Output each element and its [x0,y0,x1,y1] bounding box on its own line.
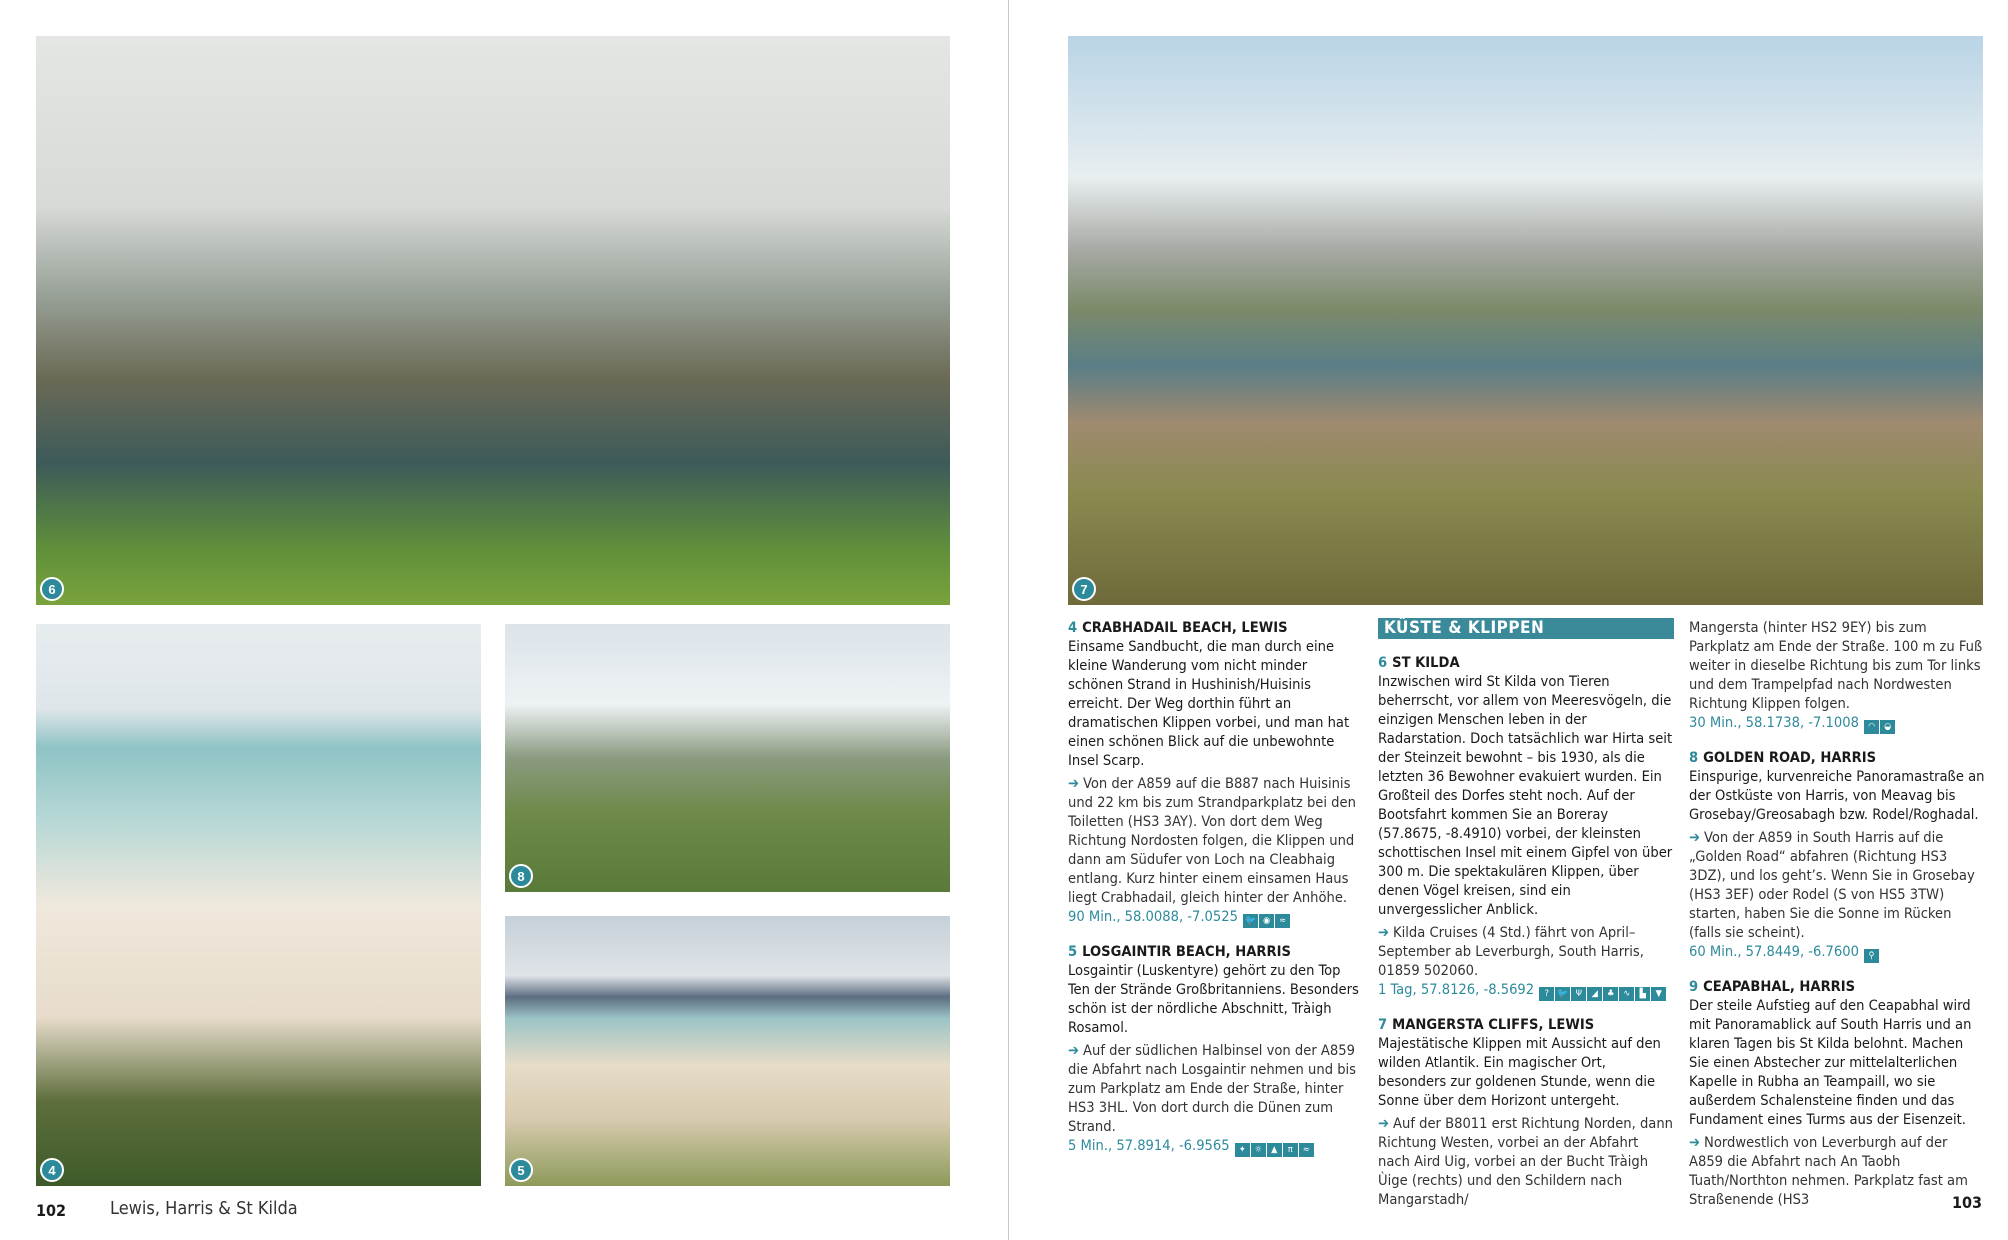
directions-text: Nordwestlich von Leverburgh auf der A859 die Abfahrt nach An Taobh Tuath/Northton nehmen. Parkplatz fast am Straßenende (HS3 [1689,1134,1968,1208]
duration-coordinates: 60 Min., 57.8449, -6.7600 [1689,943,1859,960]
entry-directions [1689,1133,1985,1209]
arrow-right-icon: ➔ [1689,829,1701,846]
cycling-icon: ⚲ [1864,949,1879,963]
entry-title [1689,748,1985,767]
arrow-right-icon: ➔ [1068,775,1080,792]
info-icon: ? [1539,987,1554,1001]
photo-st-kilda-cliffs [36,36,950,605]
text-column-1 [1068,618,1364,1157]
entry-title-text: ST KILDA [1392,654,1460,671]
photo-losgaintir-beach [505,916,950,1186]
page-number-left: 102 [36,1201,67,1220]
photo-number-badge: 4 [40,1158,64,1182]
entry-number: 7 [1378,1016,1388,1033]
photo-mangersta-sheep [1068,36,1983,605]
entry-title [1378,653,1674,672]
photo-number-badge: 6 [40,577,64,601]
entry-number: 5 [1068,943,1078,960]
duration-coordinates: 30 Min., 58.1738, -7.1008 [1689,714,1859,731]
photo-number-badge: 8 [509,864,533,888]
directions-text: Von der A859 in South Harris auf die „Golden Road“ abfahren (Richtung HS3 3DZ), und los geht’s. Wenn Sie in Grosebay (HS3 3EF) oder Rodel (S von HS5 3TW) starten, haben Sie die Sonne im Rücken (falls sie scheint). [1689,829,1975,941]
photo-number-badge: 5 [509,1158,533,1182]
page-gutter [1008,0,1009,1240]
picnic-icon: π [1283,1143,1298,1157]
entry-number: 9 [1689,978,1699,995]
duration-coordinates: 5 Min., 57.8914, -6.9565 [1068,1137,1230,1154]
entry-description: Einsame Sandbucht, die man durch eine kleine Wanderung vom nicht minder schönen Strand in Hushinish/Huisinis erreicht. Der Weg dorthin führt an dramatischen Klippen vorbei, und man hat einen schönen Blick auf die unbewohnte Insel Scarp. [1068,638,1350,769]
entry-directions [1378,1114,1674,1209]
entry-title-text: CRABHADAIL BEACH, LEWIS [1082,619,1288,636]
boot-icon: ▙ [1635,987,1650,1001]
entry-directions-continued: Mangersta (hinter HS2 9EY) bis zum Parkplatz am Ende der Straße. 100 m zu Fuß weiter in dieselbe Richtung bis zum Tor links und dem Trampelpfad nach Nordwesten Richtung Klippen folgen. [1689,619,1983,712]
entry-number: 4 [1068,619,1078,636]
entry-directions [1689,828,1985,942]
entry-title [1378,1015,1674,1034]
page-number-right: 103 [1952,1193,1983,1212]
entry-title [1068,618,1364,637]
text-column-3 [1689,618,1985,1209]
entry-title [1068,942,1364,961]
directions-text: Von der A859 auf die B887 nach Huisinis und 22 km bis zum Strandparkplatz bei den Toiletten (HS3 3AY). Von dort dem Weg Richtung Nordosten folgen, die Klippen und dann am Südufer von Loch na Cleabhaig entlang. Kurz hinter einem einsamen Haus liegt Crabhadail, gleich hinter der Anhöhe. [1068,775,1356,906]
entry-description: Majestätische Klippen mit Aussicht auf den wilden Atlantik. Ein magischer Ort, besonders zur goldenen Stunde, wenn die Sonne über dem Horizont untergeht. [1378,1035,1661,1109]
entry-title-text: MANGERSTA CLIFFS, LEWIS [1392,1016,1595,1033]
hiking-icon: ✦ [1235,1143,1250,1157]
directions-text: Kilda Cruises (4 Std.) fährt von April–September ab Leverburgh, South Harris, 01859 502060. [1378,924,1644,979]
entry-directions [1068,774,1364,907]
entry-description: Der steile Aufstieg auf den Ceapabhal wird mit Panoramablick auf South Harris und an klaren Tagen bis St Kilda belohnt. Machen Sie einen Abstecher zur mittelalterlichen Kapelle in Rubha an Teampaill, wo sie außerdem Schalensteine finden und das Fundament eines Turms aus der Eisenzeit. [1689,997,1972,1128]
deer-icon: Ψ [1571,987,1586,1001]
directions-text: Auf der südlichen Halbinsel von der A859 die Abfahrt nach Losgaintir nehmen und bis zum Parkplatz am Ende der Straße, hinter HS3 3HL. Von dort durch die Dünen zum Strand. [1068,1042,1357,1135]
entry-meta [1068,907,1364,928]
duration-coordinates: 1 Tag, 57.8126, -8.5692 [1378,981,1535,998]
entry-meta [1068,1136,1364,1157]
view-icon: ◠ [1864,720,1879,734]
duration-coordinates: 90 Min., 58.0088, -7.0525 [1068,908,1238,925]
shell-icon: ◉ [1259,914,1274,928]
photo-number-badge: 7 [1072,577,1096,601]
photo-golden-road [505,624,950,892]
text-column-2 [1378,618,1674,1209]
entry-description: Losgaintir (Luskentyre) gehört zu den Top Ten der Strände Großbritanniens. Besonders schön ist der nördliche Abschnitt, Tràigh Rosamol. [1068,962,1359,1036]
entry-number: 6 [1378,654,1388,671]
entry-number: 8 [1689,749,1699,766]
bird-icon: 🐦 [1557,989,1569,999]
running-title: Lewis, Harris & St Kilda [110,1198,298,1219]
entry-meta [1689,713,1985,734]
entry-description: Inzwischen wird St Kilda von Tieren beherrscht, vor allem von Meeresvögeln, die einzigen Menschen leben in der Radarstation. Doch tatsächlich war Hirta seit der Steinzeit bewohnt – bis 1930, als die letzten 36 Bewohner evakuiert wurden. Ein Großteil des Dorfes steht noch. Auf der Bootsfahrt kommen Sie an Boreray (57.8675, -8.4910) vorbei, der kleinsten schottischen Insel mit einem Gipfel von über 300 m. Die spektakulären Klippen, über denen Vögel kreisen, sind ein unvergesslicher Anblick. [1378,673,1673,918]
tree-icon: ♣ [1603,987,1618,1001]
bird-icon: 🐦 [1245,916,1257,926]
entry-meta [1378,980,1674,1001]
entry-meta [1689,942,1985,963]
swimming-icon: ≈ [1275,914,1290,928]
entry-description: Einspurige, kurvenreiche Panoramastraße an der Ostküste von Harris, von Meavag bis Grosebay/Greosabagh bzw. Rodel/Roghadal. [1689,768,1985,823]
sunbathing-icon: ☼ [1251,1143,1266,1157]
entry-title-text: CEAPABHAL, HARRIS [1703,978,1856,995]
waves-icon: ∿ [1619,987,1634,1001]
entry-directions [1068,1041,1364,1136]
directions-text: Auf der B8011 erst Richtung Norden, dann Richtung Westen, vorbei an der Abfahrt nach Aird Uig, vorbei an der Bucht Tràigh Ùige (rechts) und den Schildern nach Mangarstadh/ [1378,1115,1673,1208]
arrow-right-icon: ➔ [1378,1115,1390,1132]
arrow-right-icon: ➔ [1378,924,1390,941]
arrow-right-icon: ➔ [1689,1134,1701,1151]
boat-icon: ◢ [1587,987,1602,1001]
sunset-icon: ◒ [1880,720,1895,734]
entry-title [1689,977,1985,996]
section-heading: KÜSTE & KLIPPEN [1378,618,1674,639]
camping-icon: ▲ [1267,1143,1282,1157]
photo-crabhadail-beach [36,624,481,1186]
entry-title-text: GOLDEN ROAD, HARRIS [1703,749,1877,766]
swimming-icon: ≈ [1299,1143,1314,1157]
shop-icon: ▼ [1651,987,1666,1001]
entry-directions [1378,923,1674,980]
arrow-right-icon: ➔ [1068,1042,1080,1059]
entry-title-text: LOSGAINTIR BEACH, HARRIS [1082,943,1291,960]
